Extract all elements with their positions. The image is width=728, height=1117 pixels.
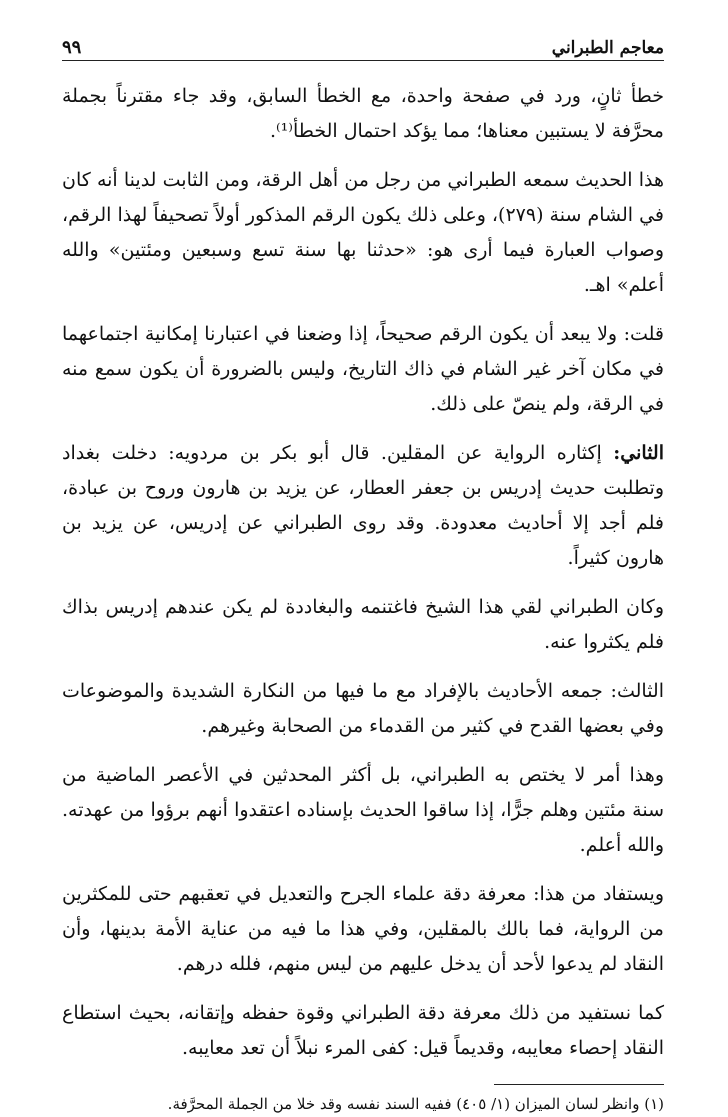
paragraph-4-text: إكثاره الرواية عن المقلين. قال أبو بكر بن مردويه: دخلت بغداد وتطلبت حديث إدريس بن جعفر العطار، عن يزيد بن هارون وروح بن عبادة، فلم أجد إلا أحاديث معدودة. وقد روى الطبراني عن إدريس، عن يزيد بن هارون كثيراً. — [62, 442, 664, 569]
footnote: (١) وانظر لسان الميزان (١/ ٤٠٥) ففيه السند نفسه وقد خلا من الجملة المحرَّفة. — [167, 1095, 664, 1113]
paragraph-1: خطأ ثانٍ، ورد في صفحة واحدة، مع الخطأ السابق، وقد جاء مقترناً بجملة محرَّفة لا يستبين معناها؛ مما يؤكد احتمال الخطأ⁽¹⁾. — [62, 85, 664, 142]
running-title: معاجم الطبراني — [551, 38, 664, 58]
footnote-divider — [494, 1084, 664, 1085]
page-body — [62, 79, 664, 1066]
page-header — [62, 30, 664, 61]
page-number: ٩٩ — [62, 37, 82, 58]
paragraph-8: ويستفاد من هذا: معرفة دقة علماء الجرح والتعديل في تعقبهم حتى للمكثرين من الرواية، فما بالك بالمقلين، وفي هذا ما فيه من عناية الأمة بدينها، وأن النقاد لم يدعوا لأحد أن يدخل عليهم من ليس منهم، فلله درهم. — [62, 883, 664, 975]
paragraph-6: الثالث: جمعه الأحاديث بالإفراد مع ما فيها من النكارة الشديدة والموضوعات وفي بعضها القدح في كثير من القدماء من الصحابة وغيرهم. — [62, 680, 664, 737]
paragraph-7: وهذا أمر لا يختص به الطبراني، بل أكثر المحدثين في الأعصر الماضية من سنة مئتين وهلم جرًّا، إذا ساقوا الحديث بإسناده اعتقدوا أنهم برؤوا من عهدته. والله أعلم. — [62, 764, 664, 856]
paragraph-4-label: الثاني: — [613, 442, 664, 464]
paragraph-5: وكان الطبراني لقي هذا الشيخ فاغتنمه والبغاددة لم يكن عندهم إدريس بذاك فلم يكثروا عنه. — [62, 596, 664, 653]
paragraph-4 — [62, 436, 664, 576]
paragraph-3: قلت: ولا يبعد أن يكون الرقم صحيحاً، إذا وضعنا في اعتبارنا إمكانية اجتماعهما في مكان آخر غير الشام في ذاك التاريخ، وليس بالضرورة أن يكون سمع منه في الرقة، ولم ينصّ على ذلك. — [62, 323, 664, 415]
paragraph-9: كما نستفيد من ذلك معرفة دقة الطبراني وقوة حفظه وإتقانه، بحيث استطاع النقاد إحصاء معايبه، وقديماً قيل: كفى المرء نبلاً أن تعد معايبه. — [62, 1002, 664, 1059]
paragraph-2: هذا الحديث سمعه الطبراني من رجل من أهل الرقة، ومن الثابت لدينا أنه كان في الشام سنة (٢٧٩)، وعلى ذلك يكون الرقم المذكور أولاً تصحيفاً لهذا الرقم، وصواب العبارة فيما أرى هو: «حدثنا بها سنة تسع وسبعين ومئتين» والله أعلم» اهـ. — [62, 169, 664, 296]
